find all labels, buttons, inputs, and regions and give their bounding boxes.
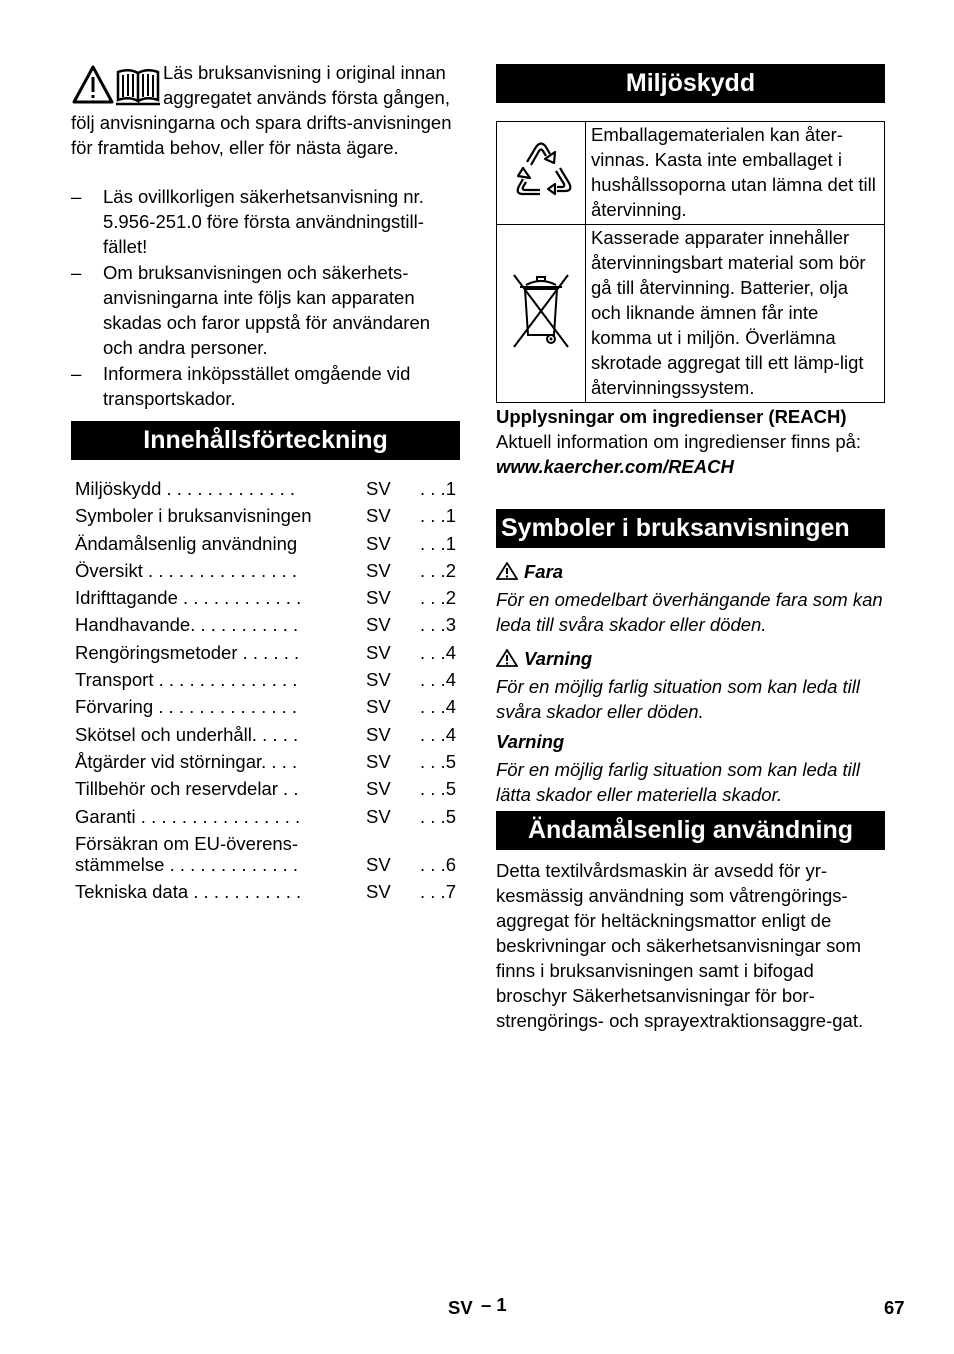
varning-label: Varning bbox=[524, 648, 593, 669]
toc-lang: SV bbox=[366, 641, 391, 663]
bullet-text: Informera inköpsstället omgående vid transportskador. bbox=[103, 363, 411, 409]
bullet-dash: – bbox=[71, 186, 82, 207]
bullet-list bbox=[71, 184, 460, 412]
intro-text: Läs bruksanvisning i original innan aggregatet används första gången, följ anvisningarna och spara drifts-anvisningen för framtida behov, eller för nästa ägare. bbox=[71, 62, 452, 158]
reach-block bbox=[496, 404, 885, 479]
toc-row-symboler[interactable] bbox=[75, 502, 460, 529]
bullet-dash: – bbox=[71, 262, 82, 283]
toc-title: Garanti . . . . . . . . . . . . . . . . bbox=[75, 805, 301, 827]
list-item bbox=[71, 184, 460, 259]
bin-text: Kasserade apparater innehåller återvinningsbart material som bör gå till återvinning. Batterier, olja och liknande ämnen får inte komma ut i miljön. Överlämna skrotade aggregat till ett lämp-ligt återvinningssystem. bbox=[586, 225, 885, 403]
toc-row-miljoskydd[interactable] bbox=[75, 475, 460, 502]
page-number: 67 bbox=[884, 1297, 905, 1318]
toc-title: Handhavande. . . . . . . . . . . bbox=[75, 614, 299, 636]
toc-lang: SV bbox=[366, 880, 391, 902]
toc-lang: SV bbox=[366, 805, 391, 827]
toc-lang: SV bbox=[366, 505, 391, 527]
footer-section-page: – 1 bbox=[481, 1294, 507, 1315]
toc-lang: SV bbox=[366, 559, 391, 581]
toc-page: . . .4 bbox=[420, 669, 456, 691]
toc-title: Skötsel och underhåll. . . . . bbox=[75, 723, 299, 745]
warning-triangle-icon bbox=[496, 562, 518, 580]
bullet-text: Läs ovillkorligen säkerhetsanvisning nr. 5.956-251.0 före första användningstill-fället! bbox=[103, 186, 424, 257]
table-row bbox=[497, 122, 885, 225]
warning-manual-icons bbox=[71, 64, 163, 108]
toc-title: Åtgärder vid störningar. . . . bbox=[75, 750, 298, 772]
toc-title: Tekniska data . . . . . . . . . . . bbox=[75, 880, 302, 902]
toc-lang: SV bbox=[366, 478, 391, 499]
reach-text: Aktuell information om ingredienser finns på: bbox=[496, 431, 862, 452]
varning-text: För en möjlig farlig situation som kan leda till svåra skador eller döden. bbox=[496, 676, 860, 722]
toc-title: Symboler i bruksanvisningen bbox=[75, 505, 312, 527]
toc-title: Tillbehör och reservdelar . . bbox=[75, 778, 299, 800]
toc-page: . . .1 bbox=[420, 478, 456, 499]
toc-page: . . .1 bbox=[420, 505, 456, 527]
toc-row-tekniska-data[interactable] bbox=[75, 878, 460, 905]
toc-lang: SV bbox=[366, 778, 391, 800]
toc-lang: SV bbox=[366, 750, 391, 772]
symbols-heading: Symboler i bruksanvisningen bbox=[496, 509, 885, 548]
toc-title: Rengöringsmetoder . . . . . . bbox=[75, 641, 300, 663]
toc-title: Idrifttagande . . . . . . . . . . . . bbox=[75, 587, 302, 609]
toc-title: Ändamålsenlig användning bbox=[75, 532, 298, 554]
toc-row-oversikt[interactable] bbox=[75, 557, 460, 584]
toc-row-atgarder[interactable] bbox=[75, 748, 460, 775]
toc-row-garanti[interactable] bbox=[75, 803, 460, 830]
reach-title: Upplysningar om ingredienser (REACH) bbox=[496, 406, 847, 427]
toc-page: . . .5 bbox=[420, 778, 456, 800]
varning-row bbox=[496, 646, 885, 671]
toc-row-skotsel[interactable] bbox=[75, 721, 460, 748]
list-item bbox=[71, 260, 460, 360]
toc-row-transport[interactable] bbox=[75, 666, 460, 693]
list-item bbox=[71, 361, 460, 411]
toc-row-tillbehor[interactable] bbox=[75, 775, 460, 802]
env-heading: Miljöskydd bbox=[496, 64, 885, 103]
toc-page: . . .4 bbox=[420, 696, 456, 718]
toc-page: . . .2 bbox=[420, 559, 456, 581]
toc-lang: SV bbox=[366, 723, 391, 745]
crossed-bin-icon bbox=[508, 269, 574, 353]
reach-url-link[interactable]: www.kaercher.com/REACH bbox=[496, 456, 734, 477]
bullet-text: Om bruksanvisningen och säkerhets-anvisningarna inte följs kan apparaten skadas och faror uppstå för användaren och andra personer. bbox=[103, 262, 431, 358]
toc-page: . . .7 bbox=[420, 880, 456, 902]
varning-caution-text: För en möjlig farlig situation som kan leda till lätta skador eller materiella skador. bbox=[496, 759, 860, 805]
toc-row-forvaring[interactable] bbox=[75, 693, 460, 720]
toc-row-rengoringsmetoder[interactable] bbox=[75, 639, 460, 666]
toc-row-handhavande[interactable] bbox=[75, 611, 460, 638]
toc-page: . . .4 bbox=[420, 641, 456, 663]
bin-icon-cell bbox=[497, 225, 586, 403]
recycle-icon-cell bbox=[497, 122, 586, 225]
toc-lang: SV bbox=[366, 696, 391, 718]
toc-lang: SV bbox=[366, 669, 391, 691]
use-heading: Ändamålsenlig användning bbox=[496, 811, 885, 850]
varning-caution-label: Varning bbox=[496, 731, 565, 752]
fara-label: Fara bbox=[524, 561, 564, 582]
table-row bbox=[497, 225, 885, 403]
toc-lang: SV bbox=[366, 587, 391, 609]
fara-row bbox=[496, 559, 885, 584]
toc-page: . . .4 bbox=[420, 723, 456, 745]
environment-table bbox=[496, 121, 885, 403]
table-of-contents bbox=[75, 475, 460, 905]
toc-page: . . .6 bbox=[420, 853, 456, 875]
intro-block bbox=[71, 60, 460, 160]
toc-row-idrifttagande[interactable] bbox=[75, 584, 460, 611]
footer-lang: SV bbox=[448, 1297, 473, 1318]
toc-page: . . .5 bbox=[420, 750, 456, 772]
fara-text: För en omedelbart överhängande fara som kan leda till svåra skador eller döden. bbox=[496, 589, 883, 635]
warning-triangle-icon bbox=[71, 64, 163, 108]
toc-page: . . .3 bbox=[420, 614, 456, 636]
toc-title: Transport . . . . . . . . . . . . . . bbox=[75, 669, 298, 691]
toc-lang: SV bbox=[366, 853, 391, 875]
toc-page: . . .1 bbox=[420, 532, 456, 554]
recycle-text: Emballagematerialen kan åter-vinnas. Kasta inte emballaget i hushållssoporna utan lämna det till återvinning. bbox=[586, 122, 885, 225]
use-text: Detta textilvårdsmaskin är avsedd för yr-kesmässig användning som våtrengörings-aggregat för heltäckningsmattor enligt de beskrivningar och säkerhetsanvisningar som finns i bruksanvisningen samt i bifogad broschyr Säkerhetsanvisningar för bor-strengörings- och sprayextraktionsaggre-gat. bbox=[496, 860, 864, 1031]
toc-page: . . .2 bbox=[420, 587, 456, 609]
warning-triangle-icon bbox=[496, 649, 518, 667]
toc-lang: SV bbox=[366, 532, 391, 554]
symbols-block bbox=[496, 559, 885, 807]
recycle-icon bbox=[503, 132, 579, 208]
toc-lang: SV bbox=[366, 614, 391, 636]
toc-title: Förvaring . . . . . . . . . . . . . . bbox=[75, 696, 298, 718]
toc-title-line2: stämmelse . . . . . . . . . . . . . bbox=[75, 853, 299, 875]
toc-title: Översikt . . . . . . . . . . . . . . . bbox=[75, 559, 298, 581]
toc-row-andamalsenlig[interactable] bbox=[75, 530, 460, 557]
manual-book-icon bbox=[116, 70, 160, 104]
toc-heading: Innehållsförteckning bbox=[71, 421, 460, 460]
toc-row-forsakran[interactable] bbox=[75, 830, 460, 878]
toc-title: Försäkran om EU-överens- bbox=[75, 832, 299, 854]
bullet-dash: – bbox=[71, 363, 82, 384]
toc-page: . . .5 bbox=[420, 805, 456, 827]
toc-title: Miljöskydd . . . . . . . . . . . . . bbox=[75, 478, 295, 499]
